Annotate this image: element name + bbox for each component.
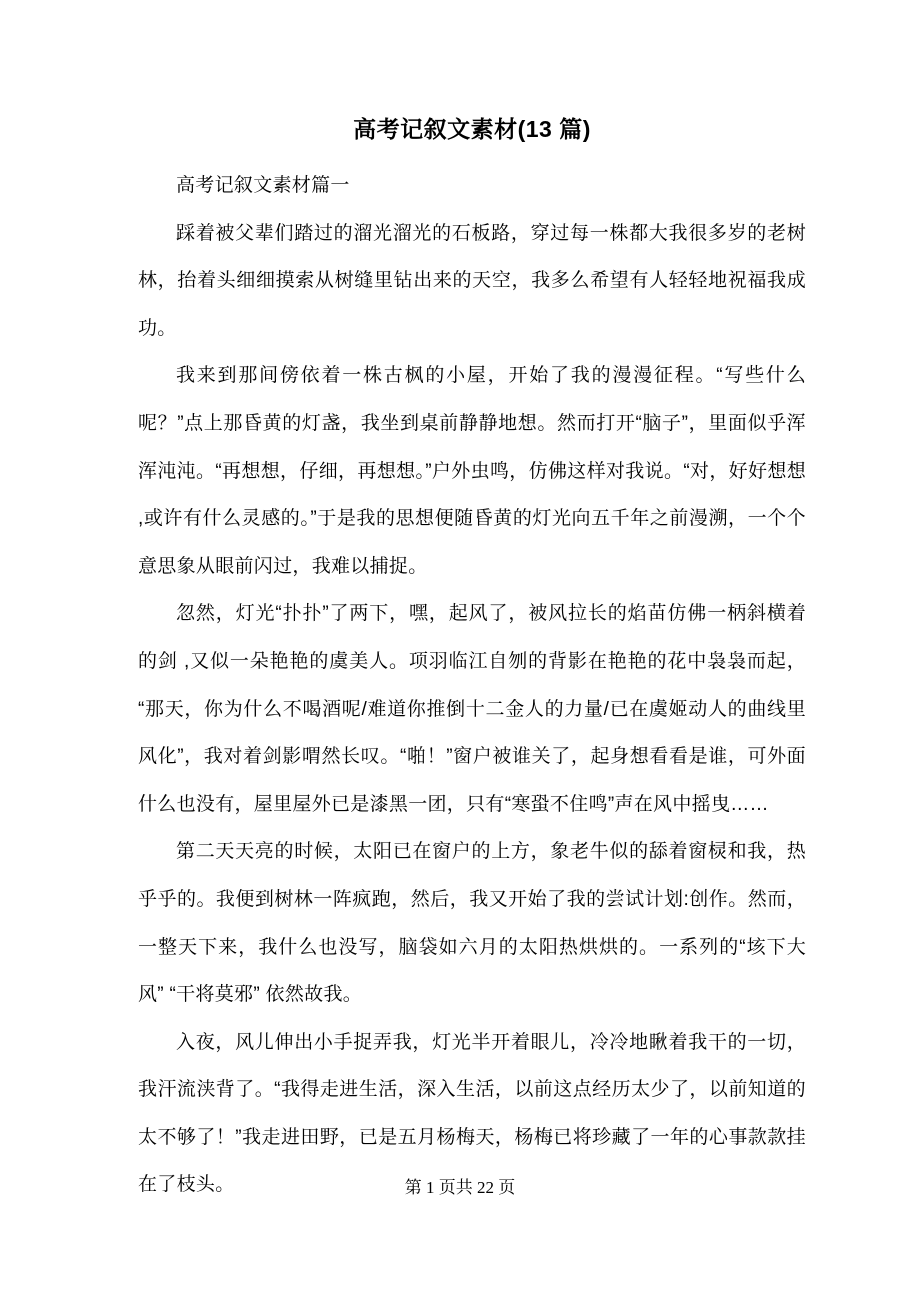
paragraph: 第二天天亮的时候，太阳已在窗户的上方，象老牛似的舔着窗棂和我，热乎乎的。我便到树林一阵疯跑，然后，我又开始了我的尝试计划:创作。然而，一整天下来，我什么也没写，脑袋如六月的太阳热烘烘的。一系列的“垓下大风” “干将莫邪” 依然故我。 — [138, 841, 806, 1006]
paragraph: 高考记叙文素材篇一 — [176, 175, 350, 196]
paragraph: 入夜，风儿伸出小手捉弄我，灯光半开着眼儿，冷冷地瞅着我干的一切，我汗流浃背了。“我得走进生活，深入生活，以前这点经历太少了，以前知道的太不够了！”我走进田野，已是五月杨梅天，杨梅已将珍藏了一年的心事款款挂在了枝头。 — [138, 1031, 806, 1196]
paragraph: 忽然，灯光“扑扑”了两下，嘿，起风了，被风拉长的焰苗仿佛一柄斜横着的剑 ,又似一朵艳艳的虞美人。项羽临江自刎的背影在艳艳的花中袅袅而起，“那天，你为什么不喝酒呢/难道你推倒十二金人的力量/已在虞姬动人的曲线里风化”，我对着剑影喟然长叹。“啪！”窗户被谁关了，起身想看看是谁，可外面什么也没有，屋里屋外已是漆黑一团，只有“寒蛩不住鸣”声在风中摇曳…… — [138, 603, 806, 815]
document-content — [138, 106, 806, 1209]
paragraph: 踩着被父辈们踏过的溜光溜光的石板路，穿过每一株都大我很多岁的老树林，抬着头细细摸索从树缝里钻出来的天空，我多么希望有人轻轻地祝福我成功。 — [138, 222, 806, 339]
document-title: 高考记叙文素材(13 篇) — [353, 116, 591, 142]
paragraph: 我来到那间傍依着一株古枫的小屋，开始了我的漫漫征程。“写些什么呢？”点上那昏黄的灯盏，我坐到桌前静静地想。然而打开“脑子”，里面似乎浑浑沌沌。“再想想，仔细，再想想。”户外虫鸣，仿佛这样对我说。“对，好好想想 ,或许有什么灵感的。”于是我的思想便随昏黄的灯光向五千年之前漫溯，一个个意思象从眼前闪过，我难以捕捉。 — [138, 365, 806, 577]
page-footer — [0, 1176, 920, 1200]
document-body — [138, 162, 806, 1209]
page-number-text: 第 1 页共 22 页 — [404, 1178, 516, 1197]
